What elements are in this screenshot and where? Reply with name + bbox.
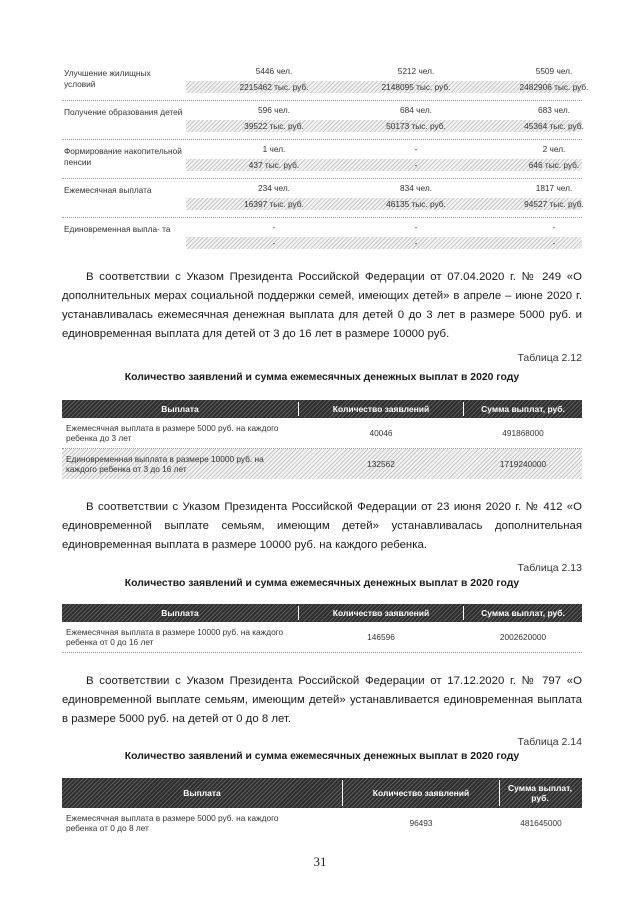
table-number: Таблица 2.12 — [517, 352, 582, 364]
cell-amount: 646 тыс. руб. — [528, 160, 580, 170]
cell-payment: Ежемесячная выплата в размере 5000 руб. на каждого ребенка от 0 до 8 лет — [66, 813, 279, 833]
header-count: Количество заявлений — [372, 788, 470, 798]
table-caption: Количество заявлений и сумма ежемесячных денежных выплат в 2020 году — [124, 751, 520, 762]
cell-people: 684 чел. — [400, 105, 432, 115]
table-number: Таблица 2.14 — [517, 736, 582, 748]
cell-amount: 94527 тыс. руб. — [524, 199, 584, 209]
table-header — [62, 778, 582, 808]
cell-people: 834 чел. — [400, 183, 432, 193]
row-label: Единовременная выпла- та — [64, 224, 171, 234]
maternity-capital-table — [62, 62, 589, 256]
table-2-13 — [62, 604, 582, 653]
cell-people: 596 чел. — [258, 105, 290, 115]
cell-amount: 50173 тыс. руб. — [386, 121, 446, 131]
cell-amount: - — [272, 238, 276, 248]
cell-amount: 2148095 тыс. руб. — [381, 82, 451, 92]
cell-amount: 46135 тыс. руб. — [386, 199, 446, 209]
table-caption: Количество заявлений и сумма ежемесячных денежных выплат в 2020 году — [124, 372, 520, 383]
cell-payment: Ежемесячная выплата в размере 10000 руб. на каждого ребенка от 0 до 16 лет — [66, 627, 284, 647]
cell-amount: 2482906 тыс. руб. — [519, 82, 589, 92]
cell-count: 146596 — [367, 632, 395, 642]
table-row — [62, 140, 582, 179]
table-row — [62, 449, 582, 479]
paragraph-decree-797: В соответствии с Указом Президента Российской Федерации от 17.12.2020 г. № 797 «О единовременной выплате семьям, имеющим детей» устанавливается единовременная выплата в размере 5000 руб. на детей от 0 до 8 лет. — [62, 675, 582, 725]
table-row — [62, 179, 582, 218]
row-label: Ежемесячная выплата — [64, 185, 152, 195]
cell-count: 40046 — [369, 428, 393, 438]
table-row — [62, 101, 582, 140]
cell-amount: - — [414, 160, 418, 170]
table-row — [62, 808, 582, 838]
table-caption: Количество заявлений и сумма ежемесячных денежных выплат в 2020 году — [124, 578, 520, 589]
cell-sum: 481645000 — [520, 818, 562, 828]
cell-sum: 491868000 — [502, 428, 544, 438]
cell-people: 1817 чел. — [535, 183, 573, 193]
cell-count: 96493 — [409, 818, 433, 828]
cell-payment: Ежемесячная выплата в размере 5000 руб. на каждого ребенка до 3 лет — [66, 423, 279, 443]
header-count: Количество заявлений — [332, 404, 430, 414]
page-number: 31 — [313, 854, 327, 869]
cell-amount: 45364 тыс. руб. — [524, 121, 584, 131]
cell-people: 234 чел. — [258, 183, 290, 193]
cell-amount: 437 тыс. руб. — [248, 160, 300, 170]
cell-sum: 1719240000 — [499, 459, 547, 469]
header-sum: Сумма выплат, руб. — [481, 404, 565, 414]
cell-people: - — [272, 222, 276, 232]
header-payment: Выплата — [183, 788, 221, 798]
table-header — [62, 604, 582, 622]
cell-amount: 2215462 тыс. руб. — [239, 82, 309, 92]
paragraph-decree-249: В соответствии с Указом Президента Российской Федерации от 07.04.2020 г. № 249 «О дополнительных мерах социальной поддержки семей, имеющих детей» в апреле – июне 2020 г. устанавливалась ежемесячная денежная выплата для детей 0 до 3 лет в размере 5000 руб. и единовременная выплата для детей от 3 до 16 лет в размере 10000 руб. — [62, 271, 582, 340]
table-row — [62, 418, 582, 449]
cell-people: - — [414, 222, 418, 232]
cell-payment: Единовременная выплата в размере 10000 руб. на каждого ребенка от 3 до 16 лет — [66, 454, 264, 474]
cell-count: 132562 — [367, 459, 395, 469]
cell-amount: 39522 тыс. руб. — [244, 121, 304, 131]
header-sum: Сумма выплат, руб. — [508, 783, 572, 803]
table-row — [62, 62, 589, 101]
paragraph-decree-412: В соответствии с Указом Президента Российской Федерации от 23 июня 2020 г. № 412 «О единовременной выплате семьям, имеющим детей» устанавливалась дополнительная единовременная выплата в размере 10000 руб. на каждого ребенка. — [62, 501, 582, 551]
cell-people: 5446 чел. — [255, 66, 293, 76]
cell-people: 2 чел. — [542, 144, 566, 154]
cell-amount: - — [414, 238, 418, 248]
cell-amount: - — [552, 238, 556, 248]
cell-people: - — [414, 144, 418, 154]
header-count: Количество заявлений — [332, 608, 430, 618]
row-label: Формирование накопительной пенсии — [64, 146, 182, 167]
table-row — [62, 218, 582, 256]
cell-people: - — [552, 222, 556, 232]
cell-people: 1 чел. — [262, 144, 286, 154]
table-header — [62, 400, 582, 418]
table-2-12 — [62, 400, 582, 479]
row-label: Улучшение жилищных условий — [64, 68, 151, 89]
row-label: Получение образования детей — [64, 107, 183, 117]
header-payment: Выплата — [161, 404, 199, 414]
cell-people: 683 чел. — [538, 105, 570, 115]
table-row — [62, 622, 582, 653]
cell-people: 5509 чел. — [535, 66, 573, 76]
header-payment: Выплата — [161, 608, 199, 618]
table-2-14 — [62, 778, 582, 838]
header-sum: Сумма выплат, руб. — [481, 608, 565, 618]
cell-amount: 16397 тыс. руб. — [244, 199, 304, 209]
cell-people: 5212 чел. — [397, 66, 435, 76]
table-number: Таблица 2.13 — [517, 562, 582, 574]
cell-sum: 2002620000 — [499, 632, 547, 642]
